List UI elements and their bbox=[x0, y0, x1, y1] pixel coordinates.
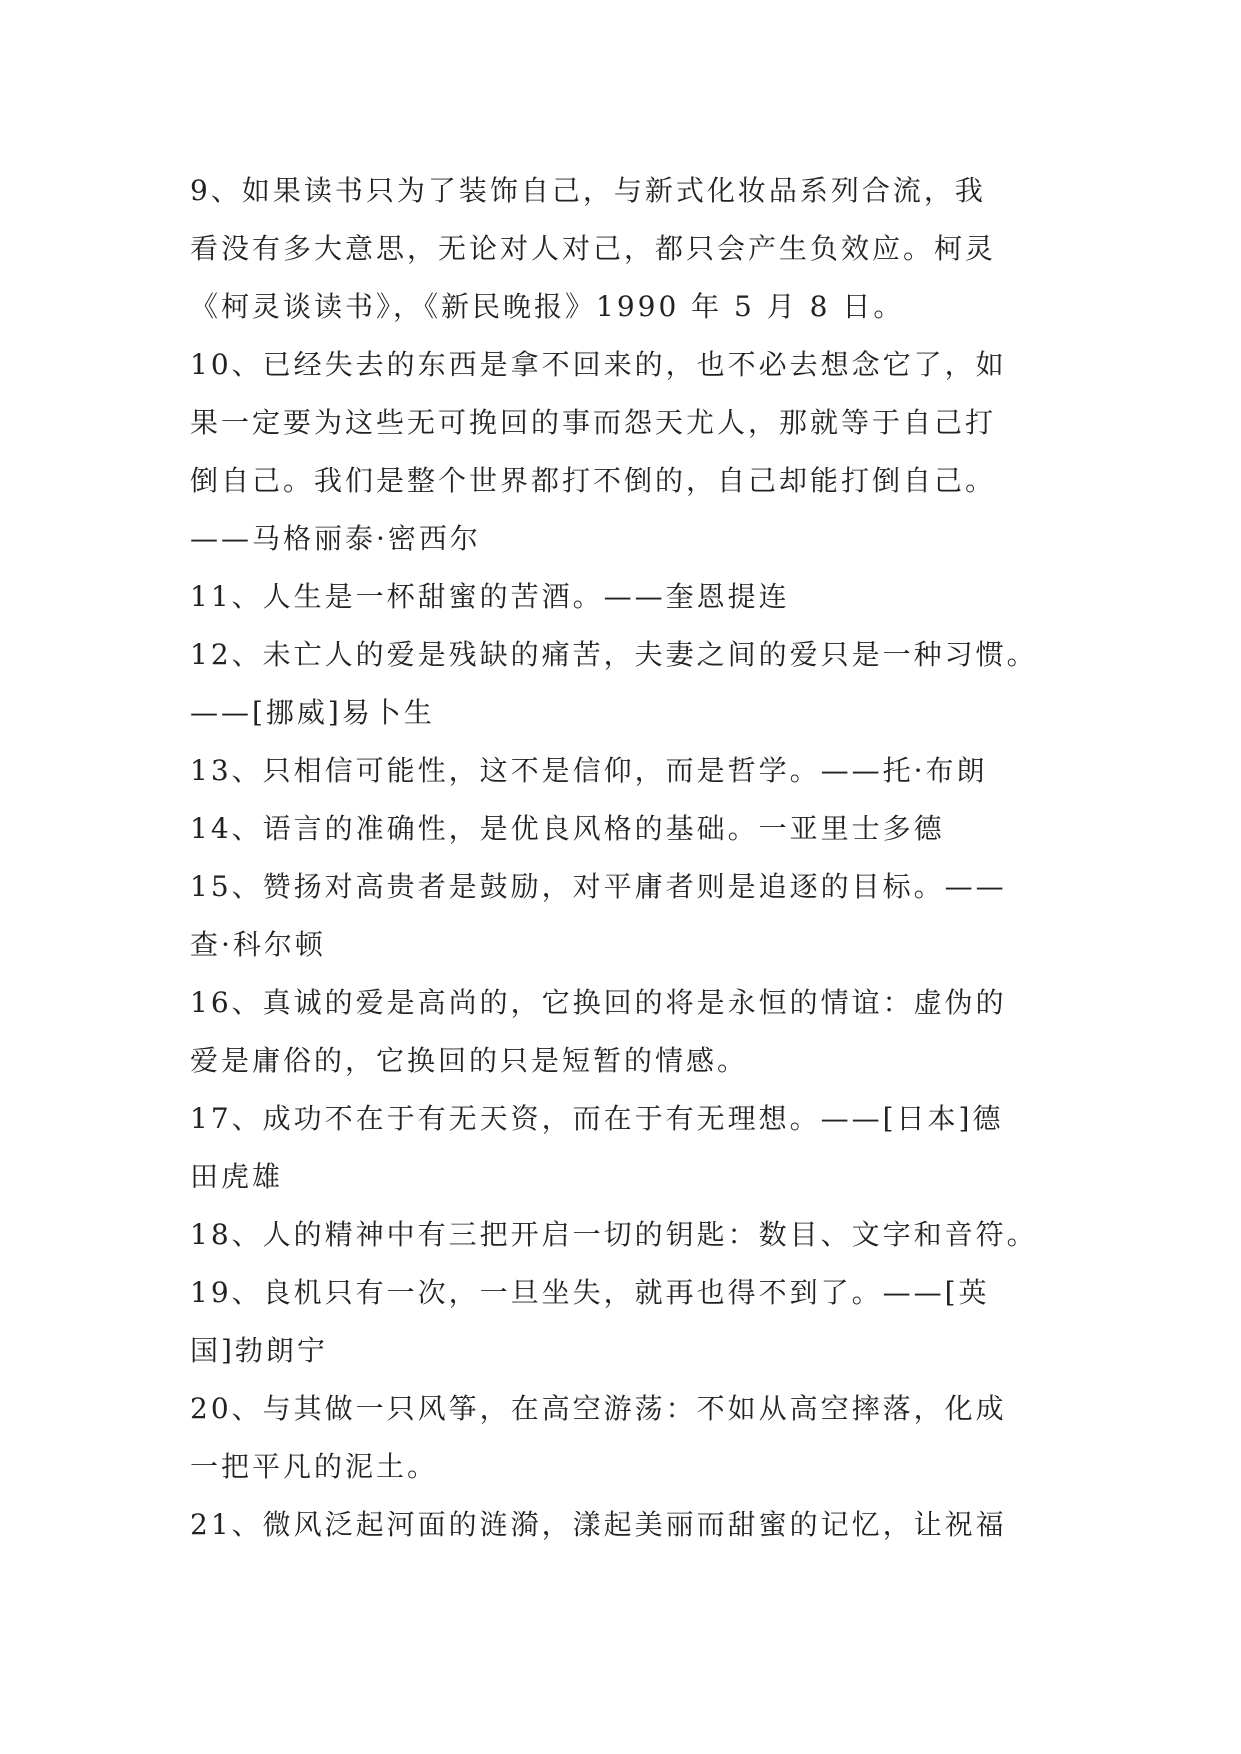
text-line: 21、微风泛起河面的涟漪，漾起美丽而甜蜜的记忆，让祝福 bbox=[190, 1508, 1007, 1541]
text-line: 16、真诚的爱是高尚的，它换回的将是永恒的情谊：虚伪的 bbox=[190, 986, 1007, 1019]
text-line: 《柯灵谈读书》，《新民晚报》1990 年 5 月 8 日。 bbox=[190, 290, 905, 323]
text-line: 11、人生是一杯甜蜜的苦酒。——奎恩提连 bbox=[190, 580, 790, 613]
text-line: 看没有多大意思，无论对人对己，都只会产生负效应。柯灵 bbox=[190, 232, 997, 265]
text-line: 13、只相信可能性，这不是信仰，而是哲学。——托·布朗 bbox=[190, 754, 988, 787]
text-line: 15、赞扬对高贵者是鼓励，对平庸者则是追逐的目标。—— bbox=[190, 870, 1007, 903]
text-line: 果一定要为这些无可挽回的事而怨天尤人，那就等于自己打 bbox=[190, 406, 997, 439]
text-line: 一把平凡的泥土。 bbox=[190, 1450, 439, 1483]
text-line: 国]勃朗宁 bbox=[190, 1334, 328, 1367]
text-line: ——[挪威]易卜生 bbox=[190, 696, 435, 729]
text-line: 爱是庸俗的，它换回的只是短暂的情感。 bbox=[190, 1044, 749, 1077]
text-line: 20、与其做一只风筝，在高空游荡：不如从高空摔落，化成 bbox=[190, 1392, 1007, 1425]
quote-text-block bbox=[190, 162, 1060, 1554]
text-line: 倒自己。我们是整个世界都打不倒的，自己却能打倒自己。 bbox=[190, 464, 997, 497]
text-line: ——马格丽泰·密西尔 bbox=[190, 522, 481, 555]
text-line: 12、未亡人的爱是残缺的痛苦，夫妻之间的爱只是一种习惯。 bbox=[190, 638, 1038, 671]
text-line: 18、人的精神中有三把开启一切的钥匙：数目、文字和音符。 bbox=[190, 1218, 1038, 1251]
text-line: 19、良机只有一次，一旦坐失，就再也得不到了。——[英 bbox=[190, 1276, 990, 1309]
text-line: 查·科尔顿 bbox=[190, 928, 326, 961]
text-line: 14、语言的准确性，是优良风格的基础。一亚里士多德 bbox=[190, 812, 945, 845]
text-line: 17、成功不在于有无天资，而在于有无理想。——[日本]德 bbox=[190, 1102, 1004, 1135]
text-line: 9、如果读书只为了装饰自己，与新式化妆品系列合流，我 bbox=[190, 174, 986, 207]
text-line: 田虎雄 bbox=[190, 1160, 284, 1193]
text-line: 10、已经失去的东西是拿不回来的，也不必去想念它了，如 bbox=[190, 348, 1007, 381]
